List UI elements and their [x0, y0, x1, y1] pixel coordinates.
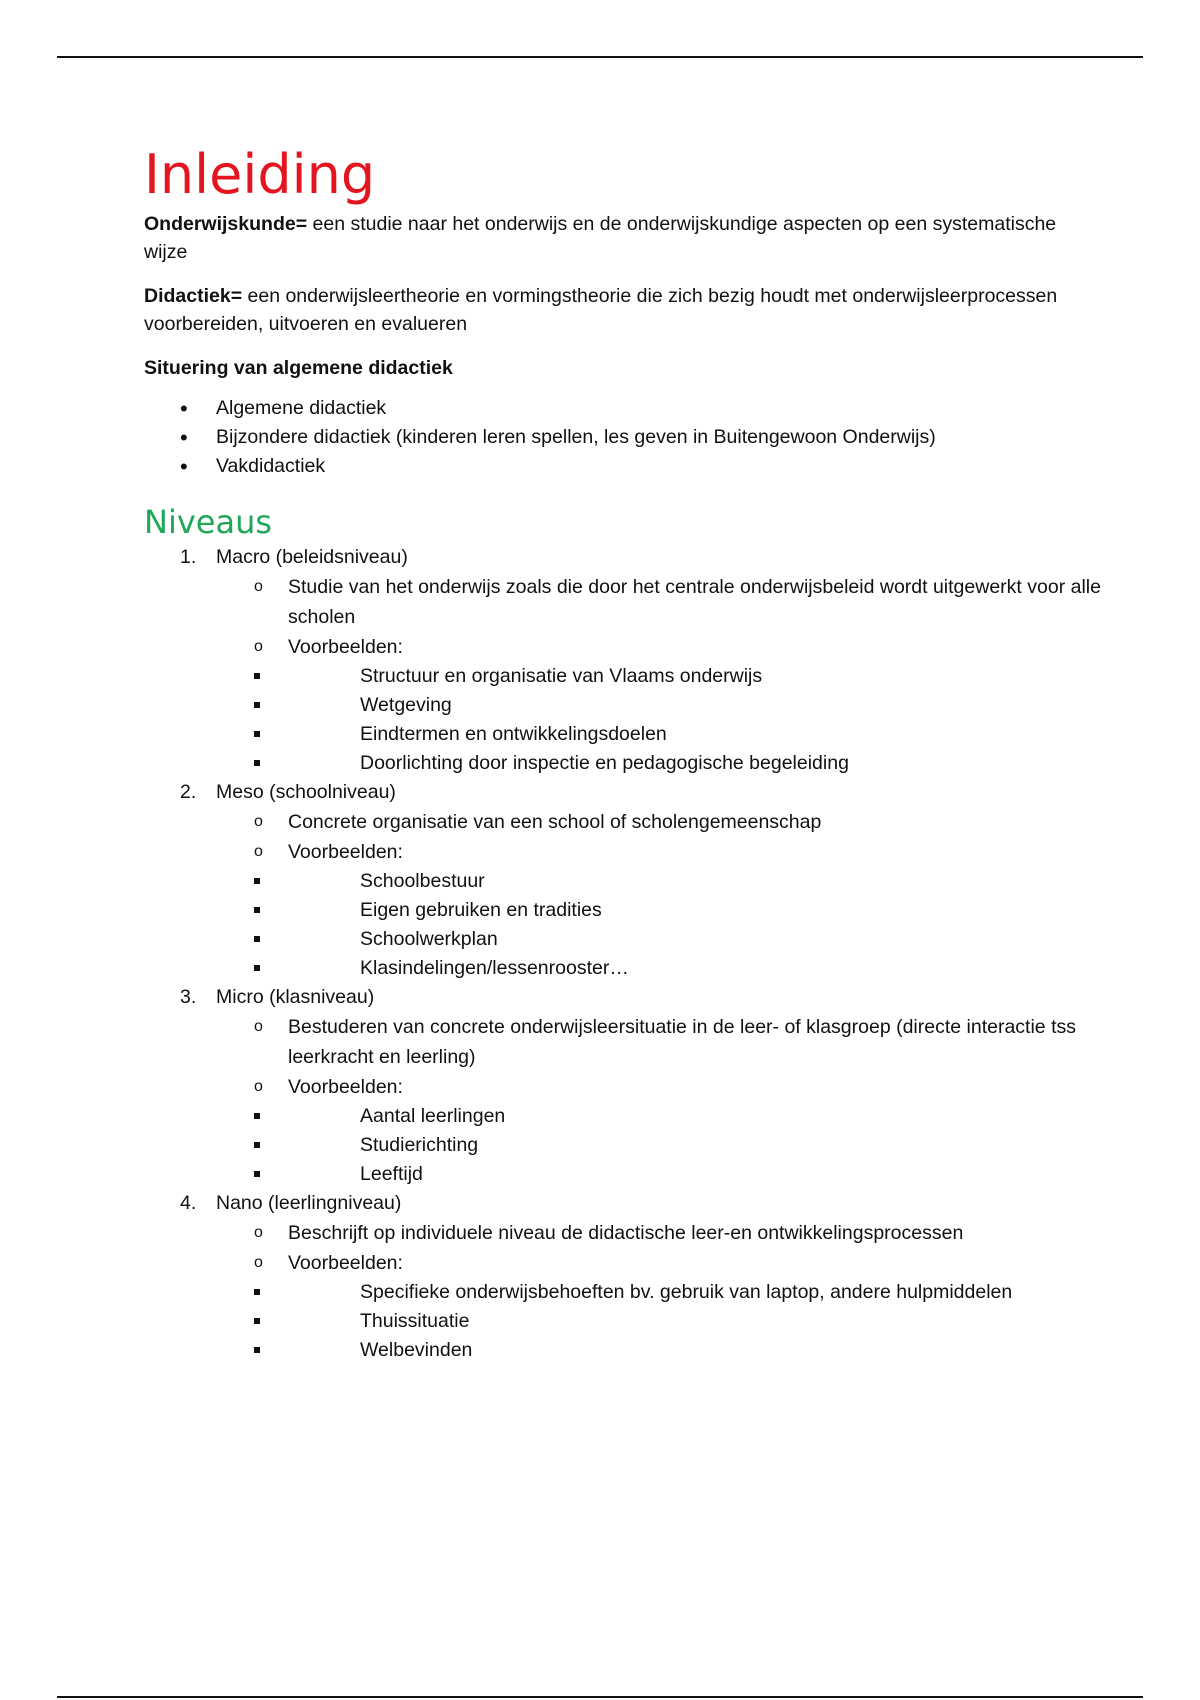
- level-details: [216, 572, 1104, 778]
- example-item: Klasindelingen/lessenrooster…: [216, 954, 1104, 983]
- examples-list: [216, 1278, 1104, 1365]
- term-onderwijskunde: Onderwijskunde=: [144, 213, 308, 235]
- example-item: Eindtermen en ontwikkelingsdoelen: [216, 720, 1104, 749]
- definition-onderwijskunde: [144, 210, 1104, 266]
- level-item-meso: [144, 778, 1104, 983]
- level-details: [216, 807, 1104, 983]
- level-number: 4.: [180, 1192, 197, 1214]
- examples-list: [216, 1102, 1104, 1189]
- term-didactiek: Didactiek=: [144, 285, 243, 307]
- definition-text: een studie naar het onderwijs en de onderwijskundige aspecten op een systematische wijze: [144, 213, 1057, 263]
- level-number: 3.: [180, 986, 197, 1008]
- examples-label: o Voorbeelden: Aantal leerlingen Studierichting Leeftijd: [216, 1072, 1104, 1189]
- levels-list: [144, 543, 1104, 1365]
- example-item: Thuissituatie: [216, 1307, 1104, 1336]
- example-item: Specifieke onderwijsbehoeften bv. gebruik van laptop, andere hulpmiddelen: [216, 1278, 1104, 1307]
- list-item: • Algemene didactiek: [144, 394, 1104, 423]
- level-label: Nano (leerlingniveau): [216, 1192, 402, 1214]
- examples-label: o Voorbeelden: Specifieke onderwijsbehoeften bv. gebruik van laptop, andere hulpmiddelen Thuissituatie Welbevinden: [216, 1248, 1104, 1365]
- didactiek-list: [144, 394, 1104, 481]
- example-item: Schoolwerkplan: [216, 925, 1104, 954]
- example-item: Structuur en organisatie van Vlaams onderwijs: [216, 662, 1104, 691]
- example-item: Schoolbestuur: [216, 867, 1104, 896]
- example-item: Aantal leerlingen: [216, 1102, 1104, 1131]
- level-description: o Concrete organisatie van een school of scholengemeenschap: [216, 807, 1104, 837]
- level-description: o Studie van het onderwijs zoals die door het centrale onderwijsbeleid wordt uitgewerkt voor alle scholen: [216, 572, 1104, 632]
- example-item: Eigen gebruiken en tradities: [216, 896, 1104, 925]
- examples-label: o Voorbeelden: Schoolbestuur Eigen gebruiken en tradities Schoolwerkplan Klasindelingen/lessenrooster…: [216, 837, 1104, 983]
- example-item: Leeftijd: [216, 1160, 1104, 1189]
- heading-niveaus: Niveaus: [144, 503, 273, 541]
- heading-inleiding: Inleiding: [144, 143, 376, 206]
- level-details: [216, 1012, 1104, 1189]
- level-item-nano: [144, 1189, 1104, 1365]
- level-item-macro: [144, 543, 1104, 778]
- level-label: Macro (beleidsniveau): [216, 546, 408, 568]
- level-label: Meso (schoolniveau): [216, 781, 396, 803]
- header-rule: [57, 56, 1143, 58]
- examples-list: [216, 867, 1104, 983]
- level-description: o Beschrijft op individuele niveau de didactische leer-en ontwikkelingsprocessen: [216, 1218, 1104, 1248]
- level-description: o Bestuderen van concrete onderwijsleersituatie in de leer- of klasgroep (directe interactie tss leerkracht en leerling): [216, 1012, 1104, 1072]
- document-body: [144, 140, 1104, 1365]
- examples-label: o Voorbeelden: Structuur en organisatie van Vlaams onderwijs Wetgeving Eindtermen en ontwikkelingsdoelen Doorlichting door inspectie en pedagogische begeleiding: [216, 632, 1104, 778]
- level-number: 1.: [180, 546, 197, 568]
- level-label: Micro (klasniveau): [216, 986, 375, 1008]
- example-item: Studierichting: [216, 1131, 1104, 1160]
- example-item: Wetgeving: [216, 691, 1104, 720]
- example-item: Doorlichting door inspectie en pedagogische begeleiding: [216, 749, 1104, 778]
- level-number: 2.: [180, 781, 197, 803]
- example-item: Welbevinden: [216, 1336, 1104, 1365]
- list-item: • Bijzondere didactiek (kinderen leren spellen, les geven in Buitengewoon Onderwijs): [144, 423, 1104, 452]
- subheading-situering: Situering van algemene didactiek: [144, 357, 453, 379]
- level-details: [216, 1218, 1104, 1365]
- definition-didactiek: [144, 282, 1104, 338]
- definition-text: een onderwijsleertheorie en vormingstheorie die zich bezig houdt met onderwijsleerprocessen voorbereiden, uitvoeren en evalueren: [144, 285, 1058, 335]
- footer-rule: [57, 1696, 1143, 1698]
- level-item-micro: [144, 983, 1104, 1189]
- examples-list: [216, 662, 1104, 778]
- list-item: • Vakdidactiek: [144, 452, 1104, 481]
